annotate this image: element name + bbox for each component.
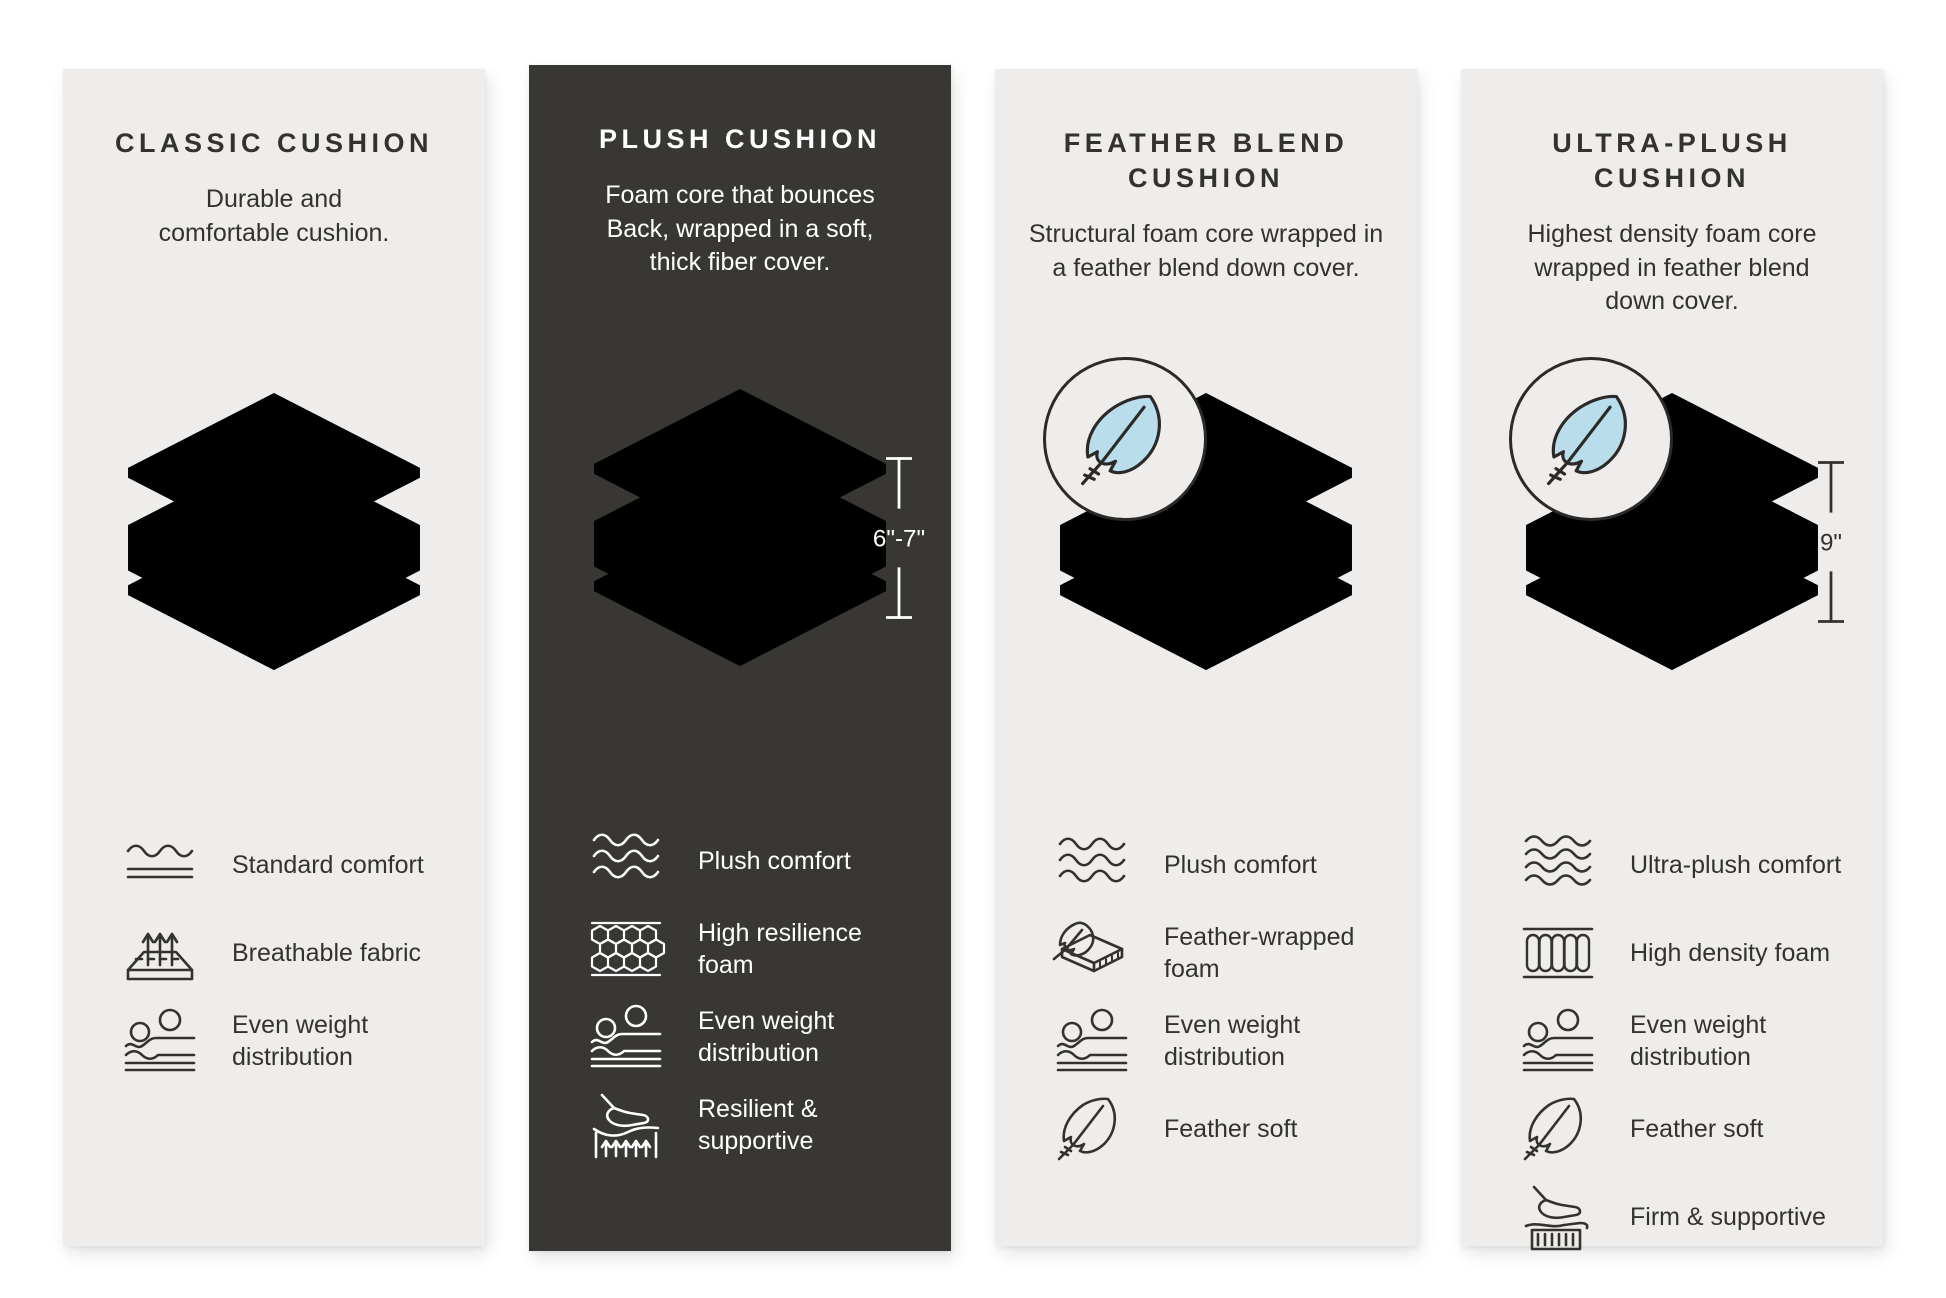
high-density-foam-icon xyxy=(1518,919,1598,987)
feather-badge-icon xyxy=(1538,386,1644,492)
diagram-area xyxy=(557,387,926,827)
feature-label: Even weight distribution xyxy=(232,1011,369,1071)
diagram-area xyxy=(91,391,457,831)
layered-cushion-diagram xyxy=(1524,391,1843,677)
feature-row xyxy=(557,1003,923,1071)
feature-label: Ultra-plush comfort xyxy=(1630,851,1842,879)
comfort-wave-icon xyxy=(1518,831,1598,899)
feature-row xyxy=(1489,1183,1855,1251)
card-ultra-plush-cushion xyxy=(1461,69,1883,1246)
feature-row xyxy=(1023,1095,1389,1163)
feather-badge xyxy=(1509,357,1673,521)
feature-label: Feather soft xyxy=(1164,1115,1298,1143)
card-title: CLASSIC CUSHION xyxy=(114,128,433,158)
cushion-layers-illustration xyxy=(126,391,422,677)
feature-list xyxy=(91,831,457,1075)
feather-badge xyxy=(1043,357,1207,521)
comfort-wave-icon xyxy=(120,831,200,899)
comfort-wave-icon xyxy=(586,827,666,895)
layered-cushion-diagram xyxy=(1058,391,1354,677)
card-title: PLUSH CUSHION xyxy=(598,124,881,154)
height-measurement-label: 6"-7" xyxy=(872,525,926,553)
feature-row xyxy=(1489,831,1855,899)
feather-icon xyxy=(1052,1095,1132,1163)
feature-label: Resilient & supportive xyxy=(698,1095,818,1155)
feature-row xyxy=(1489,1095,1855,1163)
feather-icon xyxy=(1518,1095,1598,1163)
feature-label: Feather soft xyxy=(1630,1115,1764,1143)
diagram-area xyxy=(1489,391,1855,831)
card-description: Highest density foam core wrapped in feather blend down cover. xyxy=(1527,220,1817,316)
feature-label: Plush comfort xyxy=(698,847,851,875)
feature-label: Standard comfort xyxy=(232,851,424,879)
even-weight-icon xyxy=(1518,1007,1598,1075)
feature-row xyxy=(1489,919,1855,987)
comfort-wave-icon xyxy=(1052,831,1132,899)
breathable-fabric-icon xyxy=(120,919,200,987)
feature-label: Even weight distribution xyxy=(1630,1011,1767,1071)
card-header xyxy=(557,122,923,387)
card-header xyxy=(1489,126,1855,391)
feature-label: Plush comfort xyxy=(1164,851,1317,879)
even-weight-icon xyxy=(120,1007,200,1075)
feature-list xyxy=(1489,831,1855,1251)
even-weight-icon xyxy=(1052,1007,1132,1075)
feather-badge-icon xyxy=(1072,386,1178,492)
even-weight-icon xyxy=(586,1003,666,1071)
feature-label: Feather-wrapped foam xyxy=(1164,923,1355,983)
height-measurement xyxy=(860,455,938,621)
feature-label: Firm & supportive xyxy=(1630,1203,1826,1231)
height-measurement xyxy=(1792,459,1870,625)
resilient-supportive-icon xyxy=(586,1091,666,1159)
card-title: FEATHER BLEND CUSHION xyxy=(1063,128,1349,194)
layered-cushion-diagram xyxy=(126,391,422,677)
feature-row xyxy=(1023,1007,1389,1075)
feature-row xyxy=(1489,1007,1855,1075)
feature-label: Breathable fabric xyxy=(232,939,422,967)
high-resilience-foam-icon xyxy=(586,915,666,983)
feature-list xyxy=(557,827,923,1159)
feature-label: Even weight distribution xyxy=(1164,1011,1301,1071)
card-header xyxy=(91,126,457,391)
card-description: Durable and comfortable cushion. xyxy=(158,185,390,247)
feature-row xyxy=(1023,831,1389,899)
feature-row xyxy=(557,1091,923,1159)
feather-wrapped-foam-icon xyxy=(1052,919,1132,987)
card-description: Structural foam core wrapped in a feather blend down cover. xyxy=(1028,220,1384,282)
feature-label: Even weight distribution xyxy=(698,1007,835,1067)
feature-label: High density foam xyxy=(1630,939,1831,967)
layered-cushion-diagram xyxy=(592,387,926,673)
card-title: ULTRA-PLUSH CUSHION xyxy=(1552,128,1792,194)
cushion-layers-illustration xyxy=(592,387,888,673)
feature-label: High resilience foam xyxy=(698,919,862,979)
feature-row xyxy=(557,915,923,983)
feature-row xyxy=(1023,919,1389,987)
diagram-area xyxy=(1023,391,1389,831)
card-description: Foam core that bounces Back, wrapped in a soft, thick fiber cover. xyxy=(605,181,875,277)
card-plush-cushion xyxy=(529,65,951,1251)
card-header xyxy=(1023,126,1389,391)
card-classic-cushion xyxy=(63,69,485,1246)
feature-row xyxy=(557,827,923,895)
feature-list xyxy=(1023,831,1389,1163)
feature-row xyxy=(91,1007,457,1075)
height-measurement-label: 9" xyxy=(1819,529,1843,557)
feature-row xyxy=(91,831,457,899)
card-feather-blend-cushion xyxy=(995,69,1417,1246)
feature-row xyxy=(91,919,457,987)
firm-supportive-icon xyxy=(1518,1183,1598,1251)
